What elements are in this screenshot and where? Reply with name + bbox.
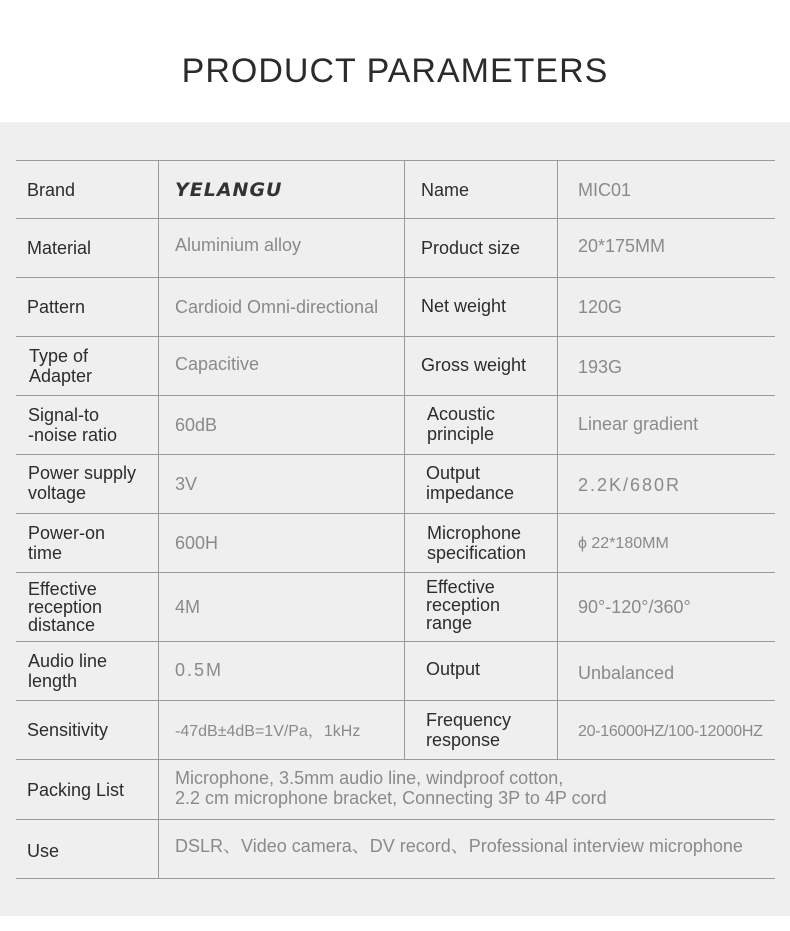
- value-signal-to-noise: 60dB: [175, 415, 218, 435]
- label-effective-reception-range: Effective reception range: [426, 577, 501, 633]
- value-output: Unbalanced: [578, 663, 675, 683]
- label-effective-reception-distance: Effective reception distance: [28, 579, 103, 635]
- value-effective-reception-range: 90°-120°/360°: [578, 597, 691, 617]
- value-sensitivity: -47dB±4dB=1V/Pa，1kHz: [175, 723, 361, 740]
- page-title: PRODUCT PARAMETERS: [181, 52, 609, 90]
- value-frequency-response: 20-16000HZ/100-12000HZ: [578, 723, 763, 740]
- value-acoustic-principle: Linear gradient: [578, 414, 699, 434]
- value-gross-weight: 193G: [578, 357, 623, 377]
- value-pattern: Cardioid Omni-directional: [175, 297, 379, 317]
- label-use: Use: [27, 841, 60, 861]
- label-material: Material: [27, 238, 92, 258]
- parameters-table: [0, 122, 790, 916]
- value-name: MIC01: [578, 179, 632, 200]
- label-output-impedance: Output impedance: [426, 463, 515, 503]
- label-power-supply-voltage: Power supply voltage: [28, 463, 137, 503]
- value-audio-line-length: 0.5M: [175, 660, 224, 680]
- label-frequency-response: Frequency response: [426, 710, 512, 750]
- value-microphone-specification: ϕ 22*180MM: [578, 535, 669, 552]
- label-gross-weight: Gross weight: [421, 355, 527, 375]
- label-sensitivity: Sensitivity: [27, 720, 109, 740]
- value-effective-reception-distance: 4M: [175, 597, 201, 617]
- brand-logo: YELANGU: [175, 178, 283, 201]
- value-power-on-time: 600H: [175, 533, 219, 553]
- label-microphone-specification: Microphone specification: [427, 523, 527, 563]
- label-type-of-adapter: Type of Adapter: [29, 346, 93, 386]
- value-power-supply-voltage: 3V: [175, 474, 198, 494]
- label-acoustic-principle: Acoustic principle: [427, 404, 496, 444]
- value-product-size: 20*175MM: [578, 236, 666, 256]
- label-power-on-time: Power-on time: [28, 523, 106, 563]
- value-output-impedance: 2.2K/680R: [578, 475, 682, 495]
- value-net-weight: 120G: [578, 297, 623, 317]
- value-type-of-adapter: Capacitive: [175, 354, 260, 374]
- label-net-weight: Net weight: [421, 296, 507, 316]
- label-product-size: Product size: [421, 238, 521, 258]
- label-name: Name: [421, 179, 470, 200]
- label-output: Output: [426, 659, 481, 679]
- label-pattern: Pattern: [27, 297, 86, 317]
- label-packing-list: Packing List: [27, 779, 125, 800]
- value-material: Aluminium alloy: [175, 235, 302, 255]
- value-packing-list: Microphone, 3.5mm audio line, windproof cotton, 2.2 cm microphone bracket, Connecting 3P to 4P cord: [175, 768, 607, 808]
- value-use: DSLR、Video camera、DV record、Professional interview microphone: [175, 836, 743, 856]
- label-audio-line-length: Audio line length: [28, 651, 108, 691]
- label-signal-to-noise: Signal-to -noise ratio: [28, 405, 118, 445]
- label-brand: Brand: [27, 179, 76, 200]
